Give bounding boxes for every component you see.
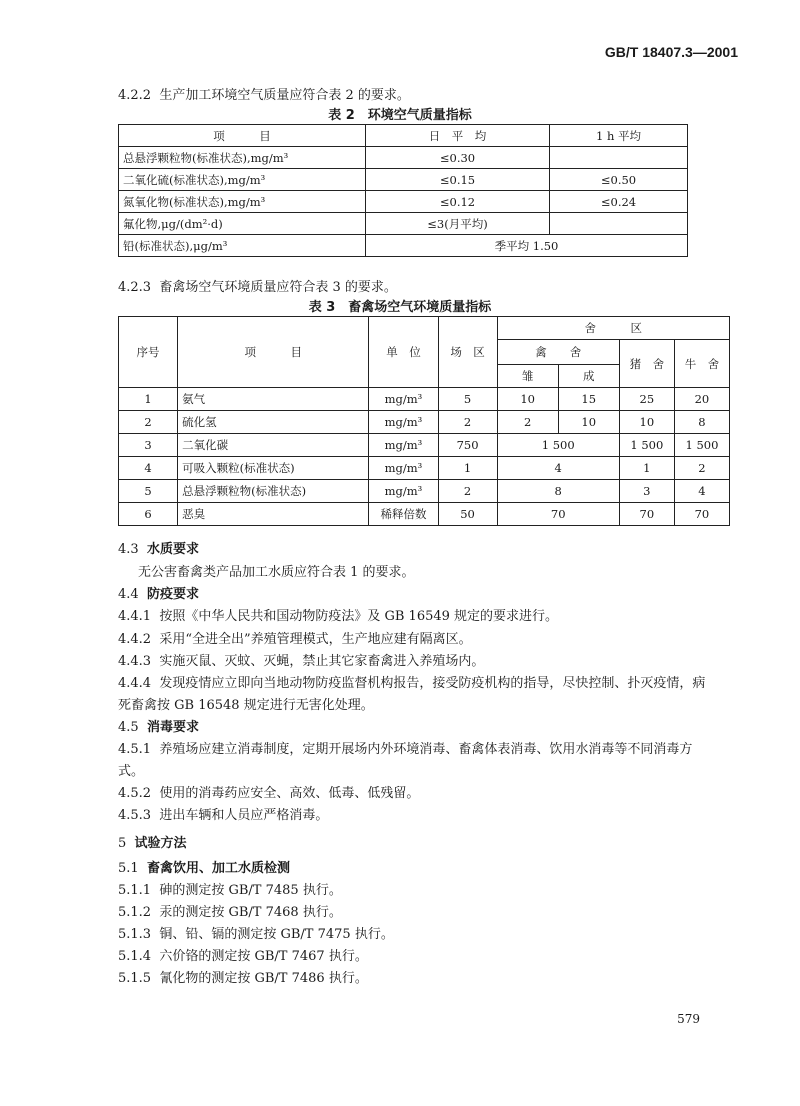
cell-field: 2 bbox=[438, 411, 497, 434]
header-hourly-avg: 1 h 平均 bbox=[550, 125, 688, 147]
clause-text: 按照《中华人民共和国动物防疫法》及 GB 16549 规定的要求进行。 bbox=[159, 609, 559, 624]
header-no: 序号 bbox=[119, 317, 178, 388]
table-header-row bbox=[119, 317, 730, 340]
cell-field: 1 bbox=[438, 457, 497, 480]
clause-number: 4.5.2 bbox=[118, 786, 152, 801]
cell-hourly: ≤0.24 bbox=[550, 191, 688, 213]
clause-number: 4.5.1 bbox=[118, 742, 152, 757]
section-5-title bbox=[118, 832, 187, 851]
cell-no: 1 bbox=[119, 388, 178, 411]
cell-cattle: 20 bbox=[674, 388, 729, 411]
table-row bbox=[119, 480, 730, 503]
table-2-caption: 表 2 环境空气质量指标 bbox=[328, 108, 472, 123]
clause-4-2-3 bbox=[118, 276, 397, 295]
clause-title: 消毒要求 bbox=[146, 720, 199, 735]
clause-number: 4.2.2 bbox=[118, 88, 152, 103]
cell-cattle: 70 bbox=[674, 503, 729, 526]
clause-text: 生产加工环境空气质量应符合表 2 的要求。 bbox=[159, 88, 410, 103]
header-cattle: 牛 舍 bbox=[674, 340, 729, 388]
cell-field: 750 bbox=[438, 434, 497, 457]
header-unit: 单 位 bbox=[369, 317, 438, 388]
cell-unit: 稀释倍数 bbox=[369, 503, 438, 526]
cell-pig: 3 bbox=[619, 480, 674, 503]
cell-pig: 1 500 bbox=[619, 434, 674, 457]
header-daily-avg: 日 平 均 bbox=[366, 125, 550, 147]
clause-5-1-1 bbox=[118, 879, 342, 898]
header-field: 场 区 bbox=[438, 317, 497, 388]
clause-number: 4.2.3 bbox=[118, 280, 152, 295]
clause-number: 5.1.3 bbox=[118, 927, 152, 942]
cell-poultry: 8 bbox=[497, 480, 619, 503]
cell-no: 5 bbox=[119, 480, 178, 503]
clause-5-1-4 bbox=[118, 945, 368, 964]
cell-no: 2 bbox=[119, 411, 178, 434]
air-quality-table bbox=[118, 124, 688, 257]
cell-item: 二氧化硫(标准状态),mg/m³ bbox=[119, 169, 366, 191]
table-3-caption: 表 3 畜禽场空气环境质量指标 bbox=[308, 300, 492, 315]
cell-unit: mg/m³ bbox=[369, 457, 438, 480]
clause-text: 进出车辆和人员应严格消毒。 bbox=[159, 808, 329, 823]
cell-chick: 2 bbox=[497, 411, 558, 434]
clause-4-4-3 bbox=[118, 650, 484, 669]
cell-item: 氮氧化物(标准状态),mg/m³ bbox=[119, 191, 366, 213]
clause-number: 4.4.3 bbox=[118, 654, 152, 669]
clause-5-1-2 bbox=[118, 901, 342, 920]
cell-cattle: 2 bbox=[674, 457, 729, 480]
cell-poultry: 4 bbox=[497, 457, 619, 480]
clause-4-5-1-cont: 式。 bbox=[118, 764, 145, 779]
clause-4-3-text: 无公害畜禽类产品加工水质应符合表 1 的要求。 bbox=[138, 565, 415, 580]
clause-text: 养殖场应建立消毒制度，定期开展场内外环境消毒、畜禽体表消毒、饮用水消毒等不同消毒方 bbox=[159, 742, 693, 757]
cell-hourly: ≤0.50 bbox=[550, 169, 688, 191]
clause-text: 使用的消毒药应安全、高效、低毒、低残留。 bbox=[159, 786, 420, 801]
cell-unit: mg/m³ bbox=[369, 480, 438, 503]
clause-number: 5.1 bbox=[118, 861, 139, 876]
cell-pig: 70 bbox=[619, 503, 674, 526]
cell-item: 恶臭 bbox=[178, 503, 369, 526]
cell-adult: 10 bbox=[558, 411, 619, 434]
cell-item: 氨气 bbox=[178, 388, 369, 411]
cell-cattle: 4 bbox=[674, 480, 729, 503]
header-adult: 成 bbox=[558, 365, 619, 388]
livestock-air-table bbox=[118, 316, 730, 526]
cell-unit: mg/m³ bbox=[369, 411, 438, 434]
cell-pig: 1 bbox=[619, 457, 674, 480]
cell-item: 可吸入颗粒(标准状态) bbox=[178, 457, 369, 480]
clause-number: 5 bbox=[118, 836, 127, 851]
cell-item: 氟化物,μg/(dm²·d) bbox=[119, 213, 366, 235]
cell-daily: ≤3(月平均) bbox=[366, 213, 550, 235]
clause-number: 5.1.2 bbox=[118, 905, 152, 920]
cell-no: 4 bbox=[119, 457, 178, 480]
clause-text: 氰化物的测定按 GB/T 7486 执行。 bbox=[159, 971, 368, 986]
clause-text: 畜禽场空气环境质量应符合表 3 的要求。 bbox=[159, 280, 397, 295]
cell-cattle: 8 bbox=[674, 411, 729, 434]
table-row bbox=[119, 411, 730, 434]
cell-seasonal: 季平均 1.50 bbox=[366, 235, 688, 257]
clause-text: 发现疫情应立即向当地动物防疫监督机构报告，接受防疫机构的指导，尽快控制、扑灭疫情，病 bbox=[159, 676, 706, 691]
clause-text: 采用“全进全出”养殖管理模式，生产地应建有隔离区。 bbox=[159, 632, 472, 647]
table-row bbox=[119, 191, 688, 213]
header-item: 项 目 bbox=[119, 125, 366, 147]
clause-5-1-5 bbox=[118, 967, 368, 986]
header-poultry: 禽 舍 bbox=[497, 340, 619, 365]
table-row bbox=[119, 388, 730, 411]
cell-no: 3 bbox=[119, 434, 178, 457]
clause-title: 畜禽饮用、加工水质检测 bbox=[146, 861, 290, 876]
clause-4-4-4 bbox=[118, 672, 705, 691]
clause-4-5-3 bbox=[118, 804, 328, 823]
clause-text: 实施灭鼠、灭蚊、灭蝇，禁止其它家畜禽进入养殖场内。 bbox=[159, 654, 485, 669]
cell-cattle: 1 500 bbox=[674, 434, 729, 457]
clause-number: 4.4.4 bbox=[118, 676, 152, 691]
cell-pig: 25 bbox=[619, 388, 674, 411]
clause-text: 砷的测定按 GB/T 7485 执行。 bbox=[159, 883, 342, 898]
clause-text: 汞的测定按 GB/T 7468 执行。 bbox=[159, 905, 342, 920]
cell-adult: 15 bbox=[558, 388, 619, 411]
cell-item: 铅(标准状态),μg/m³ bbox=[119, 235, 366, 257]
cell-chick: 10 bbox=[497, 388, 558, 411]
cell-item: 总悬浮颗粒物(标准状态) bbox=[178, 480, 369, 503]
clause-4-5-2 bbox=[118, 782, 419, 801]
cell-no: 6 bbox=[119, 503, 178, 526]
clause-4-5-title bbox=[118, 716, 199, 735]
clause-4-4-4-cont: 死畜禽按 GB 16548 规定进行无害化处理。 bbox=[118, 698, 374, 713]
clause-number: 4.5 bbox=[118, 720, 139, 735]
header-house-area: 舍 区 bbox=[497, 317, 729, 340]
table-header-row bbox=[119, 125, 688, 147]
clause-number: 4.5.3 bbox=[118, 808, 152, 823]
cell-hourly bbox=[550, 147, 688, 169]
clause-number: 4.4.1 bbox=[118, 609, 152, 624]
clause-4-4-title bbox=[118, 583, 199, 602]
clause-number: 5.1.4 bbox=[118, 949, 152, 964]
cell-field: 2 bbox=[438, 480, 497, 503]
clause-title: 水质要求 bbox=[146, 542, 199, 557]
clause-title: 试验方法 bbox=[134, 836, 187, 851]
clause-4-4-2 bbox=[118, 628, 472, 647]
clause-5-1-3 bbox=[118, 923, 394, 942]
cell-unit: mg/m³ bbox=[369, 434, 438, 457]
cell-field: 5 bbox=[438, 388, 497, 411]
clause-number: 4.4 bbox=[118, 587, 139, 602]
clause-4-5-1 bbox=[118, 738, 692, 757]
table-row bbox=[119, 147, 688, 169]
cell-unit: mg/m³ bbox=[369, 388, 438, 411]
header-chick: 雏 bbox=[497, 365, 558, 388]
clause-4-3-title bbox=[118, 538, 199, 557]
header-pig: 猪 舍 bbox=[619, 340, 674, 388]
table-row bbox=[119, 169, 688, 191]
table-row bbox=[119, 213, 688, 235]
cell-pig: 10 bbox=[619, 411, 674, 434]
clause-number: 4.3 bbox=[118, 542, 139, 557]
clause-text: 六价铬的测定按 GB/T 7467 执行。 bbox=[159, 949, 368, 964]
cell-poultry: 1 500 bbox=[497, 434, 619, 457]
standard-number: GB/T 18407.3—2001 bbox=[604, 44, 738, 60]
cell-item: 总悬浮颗粒物(标准状态),mg/m³ bbox=[119, 147, 366, 169]
clause-4-4-1 bbox=[118, 605, 558, 624]
clause-4-2-2 bbox=[118, 84, 410, 103]
clause-title: 防疫要求 bbox=[146, 587, 199, 602]
header-item: 项 目 bbox=[178, 317, 369, 388]
cell-hourly bbox=[550, 213, 688, 235]
clause-number: 5.1.5 bbox=[118, 971, 152, 986]
cell-daily: ≤0.15 bbox=[366, 169, 550, 191]
cell-field: 50 bbox=[438, 503, 497, 526]
cell-item: 二氧化碳 bbox=[178, 434, 369, 457]
cell-poultry: 70 bbox=[497, 503, 619, 526]
clause-number: 5.1.1 bbox=[118, 883, 152, 898]
table-row bbox=[119, 457, 730, 480]
clause-text: 铜、铅、镉的测定按 GB/T 7475 执行。 bbox=[159, 927, 394, 942]
page-number: 579 bbox=[677, 1012, 700, 1026]
cell-item: 硫化氢 bbox=[178, 411, 369, 434]
cell-daily: ≤0.30 bbox=[366, 147, 550, 169]
table-row bbox=[119, 434, 730, 457]
clause-5-1-title bbox=[118, 857, 290, 876]
table-row bbox=[119, 235, 688, 257]
clause-number: 4.4.2 bbox=[118, 632, 152, 647]
cell-daily: ≤0.12 bbox=[366, 191, 550, 213]
table-row bbox=[119, 503, 730, 526]
